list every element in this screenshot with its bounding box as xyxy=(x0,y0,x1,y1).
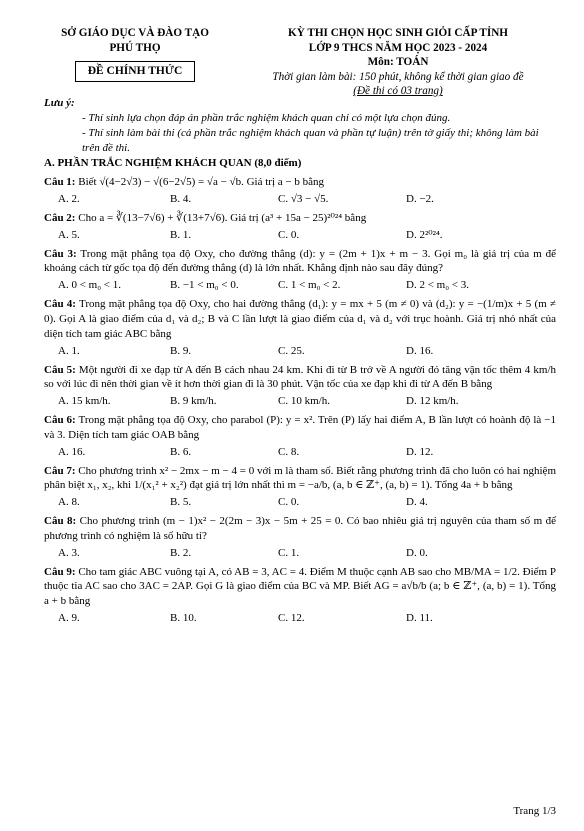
question-text: Cho phương trình (m − 1)x² − 2(2m − 3)x − 5m + 25 = 0. Có bao nhiêu giá trị nguyên của tham số m để phương trình có nghiệm là số hữu tỉ? xyxy=(44,515,557,542)
header-left xyxy=(40,26,230,82)
question-label: Câu 7: xyxy=(44,464,76,477)
option-d: D. 16. xyxy=(406,344,434,357)
option-c: C. 0. xyxy=(278,228,300,241)
question-label: Câu 9: xyxy=(44,565,76,578)
option-a: A. 1. xyxy=(58,344,80,357)
options xyxy=(44,228,556,243)
option-d: D. 4. xyxy=(406,496,428,509)
option-a: A. 3. xyxy=(58,546,80,559)
option-c: C. 12. xyxy=(278,612,305,625)
exam-title: KỲ THI CHỌN HỌC SINH GIỎI CẤP TỈNH xyxy=(288,27,508,39)
option-d: D. 11. xyxy=(406,612,433,625)
option-c: C. 25. xyxy=(278,344,305,357)
time-note: Thời gian làm bài: 150 phút, không kể thời gian giao đề xyxy=(272,70,524,83)
pages-note: (Đề thi có 03 trang) xyxy=(353,85,443,98)
options xyxy=(44,344,556,359)
question-label: Câu 3: xyxy=(44,247,77,260)
question-7 xyxy=(44,464,556,511)
question-8 xyxy=(44,514,556,561)
options xyxy=(44,611,556,626)
option-d: D. 0. xyxy=(406,546,428,559)
option-c: C. 10 km/h. xyxy=(278,395,330,408)
option-a: A. 16. xyxy=(58,445,86,458)
header-right xyxy=(248,26,548,99)
option-a: A. 0 < m₀ < 1. xyxy=(58,279,121,292)
option-a: A. 2. xyxy=(58,193,80,206)
section-a-heading: A. PHẦN TRẮC NGHIỆM KHÁCH QUAN (8,0 điểm) xyxy=(44,157,302,170)
question-2 xyxy=(44,211,556,243)
question-5 xyxy=(44,363,556,410)
option-a: A. 9. xyxy=(58,612,80,625)
question-3 xyxy=(44,247,556,294)
option-a: A. 5. xyxy=(58,228,80,241)
option-d: D. −2. xyxy=(406,193,434,206)
option-d: D. 12. xyxy=(406,445,434,458)
option-c: C. 1. xyxy=(278,546,300,559)
question-label: Câu 5: xyxy=(44,363,76,376)
option-b: B. 6. xyxy=(170,445,192,458)
options xyxy=(44,546,556,561)
grade-year: LỚP 9 THCS NĂM HỌC 2023 - 2024 xyxy=(308,41,488,54)
subject: Môn: TOÁN xyxy=(367,56,429,69)
options xyxy=(44,445,556,460)
option-b: B. 2. xyxy=(170,546,192,559)
option-c: C. √3 − √5. xyxy=(278,193,329,206)
option-b: B. 4. xyxy=(170,193,192,206)
question-text: Cho tam giác ABC vuông tại A, có AB = 3, AC = 4. Điểm M thuộc cạnh AB sao cho MB/MA = 1/2. Điểm P thuộc tia AC sao cho 3AC = 2AP. Gọi G là giao điểm của BC và MP. Biết AG = a√b/b (a; b ∈ ℤ⁺, (a, b) = 1). Tổng a + b bằng xyxy=(44,565,557,608)
options xyxy=(44,495,556,510)
question-text: Trong mặt phẳng tọa độ Oxy, cho parabol (P): y = x². Trên (P) lấy hai điểm A, B lần lượt có hoành độ là −1 và 3. Diện tích tam giác OAB bằng xyxy=(44,414,556,441)
option-b: B. −1 < m₀ < 0. xyxy=(170,279,239,292)
question-1 xyxy=(44,175,556,207)
question-text: Trong mặt phẳng tọa độ Oxy, cho hai đường thẳng (d₁): y = mx + 5 (m ≠ 0) và (d₂): y = −(1/m)x + 5 (m ≠ 0). Gọi A là giao điểm của d₁ và d₂; B và C lần lượt là giao điểm của d₁ và d₂ với trục hoành. Giá trị nhỏ nhất của diện tích tam giác ABC bằng xyxy=(44,298,556,340)
option-c: C. 8. xyxy=(278,445,300,458)
question-text: Biết √(4−2√3) − √(6−2√5) = √a − √b. Giá trị a − b bằng xyxy=(78,176,324,189)
department-name: SỞ GIÁO DỤC VÀ ĐÀO TẠO xyxy=(61,27,209,39)
question-9 xyxy=(44,565,556,626)
question-text: Cho a = ∛(13−7√6) + ∛(13+7√6). Giá trị (a³ + 15a − 25)²⁰²⁴ bằng xyxy=(78,211,367,224)
option-a: A. 8. xyxy=(58,496,80,509)
option-b: B. 5. xyxy=(170,496,192,509)
option-a: A. 15 km/h. xyxy=(58,395,111,408)
option-d: D. 2 < m₀ < 3. xyxy=(406,279,469,292)
note-line-1: - Thí sinh lựa chọn đáp án phần trắc nghiệm khách quan chỉ có một lựa chọn đúng. xyxy=(82,111,451,124)
question-label: Câu 6: xyxy=(44,414,76,427)
notes-heading: Lưu ý: xyxy=(44,97,75,109)
option-b: B. 1. xyxy=(170,228,192,241)
official-label: ĐỀ CHÍNH THỨC xyxy=(75,61,196,82)
option-b: B. 9 km/h. xyxy=(170,395,217,408)
question-label: Câu 2: xyxy=(44,211,76,224)
option-d: D. 12 km/h. xyxy=(406,395,459,408)
question-label: Câu 4: xyxy=(44,298,76,311)
options xyxy=(44,278,556,293)
page-number: Trang 1/3 xyxy=(513,805,556,817)
province-name: PHÚ THỌ xyxy=(109,41,161,54)
question-6 xyxy=(44,413,556,460)
option-b: B. 9. xyxy=(170,344,192,357)
option-d: D. 2²⁰²⁴. xyxy=(406,228,443,241)
note-line-2: - Thí sinh làm bài thi (cả phần trắc nghiệm khách quan và phần tự luận) trên tờ giấy thi; không làm bài trên đề thi. xyxy=(82,126,539,154)
question-text: Trong mặt phẳng tọa độ Oxy, cho đường thẳng (d): y = (2m + 1)x + m − 3. Gọi m₀ là giá trị của m để khoảng cách từ gốc tọa độ đến đường thẳng (d) là lớn nhất. Khẳng định nào sau đây đúng? xyxy=(44,247,556,275)
options xyxy=(44,394,556,409)
question-text: Một người đi xe đạp từ A đến B cách nhau 24 km. Khi đi từ B trở về A người đó tăng vận tốc thêm 4 km/h so với lúc đi nên thời gian về ít hơn thời gian đi là 30 phút. Vận tốc của xe đạp khi đi từ A đến B bằng xyxy=(44,363,556,391)
options xyxy=(44,192,556,207)
option-b: B. 10. xyxy=(170,612,197,625)
question-text: Cho phương trình x² − 2mx − m − 4 = 0 với m là tham số. Biết rằng phương trình đã cho luôn có hai nghiệm phân biệt x₁, x₂, khi 1/(x₁² + x₂²) đạt giá trị lớn nhất thì m = −a/b, (a, b ∈ ℤ⁺, (a, b) = 1). Tổng 4a + b bằng xyxy=(44,464,557,492)
question-label: Câu 1: xyxy=(44,176,76,189)
option-c: C. 1 < m₀ < 2. xyxy=(278,279,341,292)
option-c: C. 0. xyxy=(278,496,300,509)
question-label: Câu 8: xyxy=(44,515,77,528)
question-4 xyxy=(44,297,556,358)
exam-body xyxy=(44,96,556,626)
